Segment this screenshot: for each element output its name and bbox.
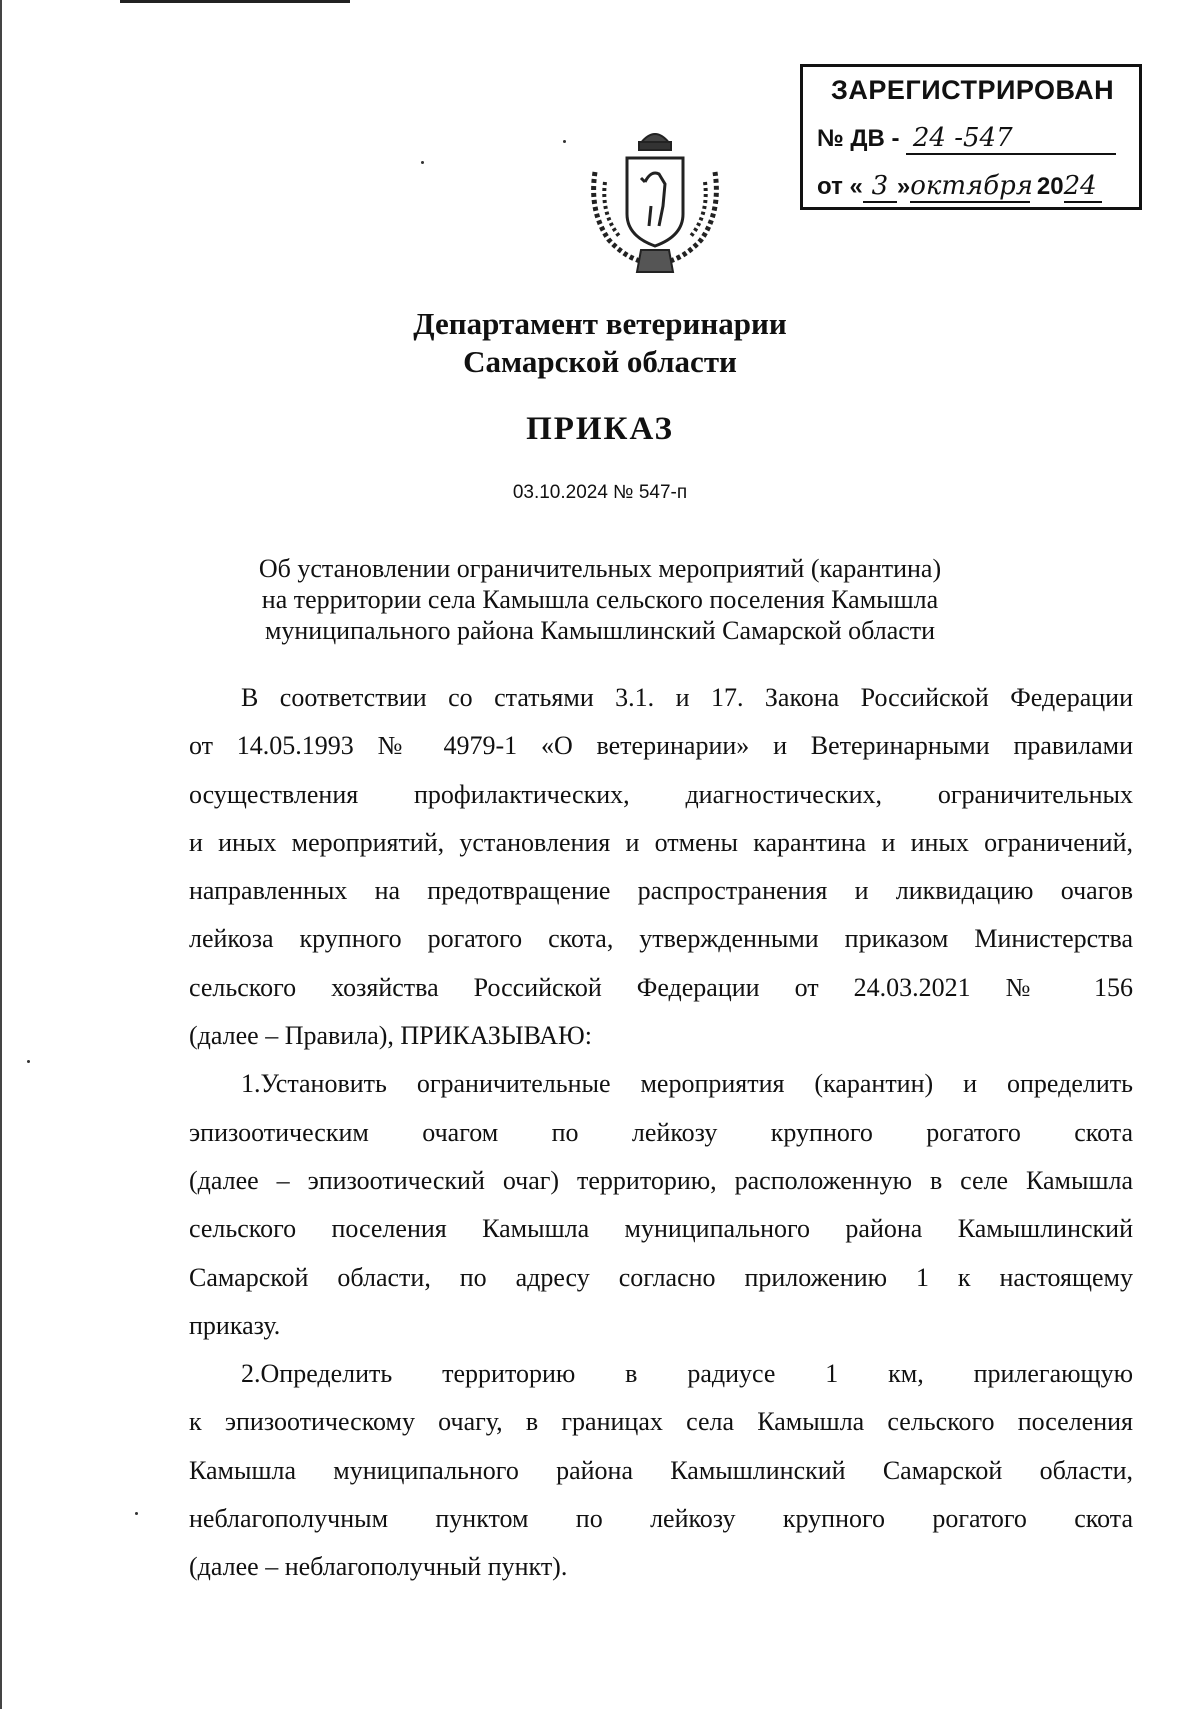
text-line: эпизоотическим очагом по лейкозу крупного рогатого скота <box>189 1117 1133 1147</box>
item-2-paragraph <box>189 1350 1133 1591</box>
text-line: Камышла муниципального района Камышлинский Самарской области, <box>189 1455 1133 1485</box>
stamp-date-month-field <box>910 171 1033 203</box>
stamp-date-year: 24 <box>1063 171 1097 201</box>
document-type: ПРИКАЗ <box>526 411 674 447</box>
text-line: неблагополучным пунктом по лейкозу крупного рогатого скота <box>189 1504 1133 1534</box>
scan-edge <box>120 0 350 3</box>
stamp-date-month: октября <box>910 171 1033 201</box>
department-line-1: Департамент ветеринарии <box>413 306 787 341</box>
text-line: лейкоза крупного рогатого скота, утвержденными приказом Министерства <box>189 924 1133 954</box>
text-line: 1.Установить ограничительные мероприятия (карантин) и определить <box>241 1069 1133 1099</box>
text-line: от 14.05.1993 № 4979-1 «О ветеринарии» и Ветеринарными правилами <box>189 731 1133 761</box>
stamp-number-label: № ДВ - <box>817 125 900 152</box>
scan-speck <box>135 1512 138 1515</box>
text-line: В соответствии со статьями 3.1. и 17. Закона Российской Федерации <box>241 683 1133 712</box>
registration-stamp <box>800 64 1142 210</box>
text-line: 2.Определить территорию в радиусе 1 км, прилегающую <box>241 1359 1133 1389</box>
text-line: и иных мероприятий, установления и отмены карантина и иных ограничений, <box>189 827 1133 857</box>
scan-edge <box>0 0 2 1709</box>
stamp-date-prefix: от « <box>817 173 863 200</box>
text-line: (далее – Правила), ПРИКАЗЫВАЮ: <box>189 1021 592 1051</box>
intro-paragraph <box>189 674 1133 1060</box>
text-line: (далее – эпизоотический очаг) территорию, расположенную в селе Камышла <box>189 1165 1133 1195</box>
text-line: направленных на предотвращение распространения и ликвидацию очагов <box>189 876 1133 906</box>
stamp-date-day-field <box>863 171 897 203</box>
department-line-2: Самарской области <box>463 344 737 379</box>
stamp-title: ЗАРЕГИСТРИРОВАН <box>831 75 1115 105</box>
text-line: Самарской области, по адресу согласно приложению 1 к настоящему <box>189 1262 1133 1292</box>
stamp-date-year-prefix: 20 <box>1036 173 1064 200</box>
stamp-number-handwritten: 24 -547 <box>912 123 1013 153</box>
subject-line-3: муниципального района Камышлинский Самарской области <box>264 616 936 645</box>
subject-line-1: Об установлении ограничительных мероприятий (карантина) <box>258 554 942 583</box>
coat-of-arms-icon <box>585 122 725 274</box>
text-line: (далее – неблагополучный пункт). <box>189 1552 568 1582</box>
scan-speck <box>563 140 566 143</box>
text-line: приказу. <box>189 1310 281 1340</box>
text-line: сельского поселения Камышла муниципального района Камышлинский <box>189 1214 1133 1244</box>
scan-speck <box>421 161 424 164</box>
text-line: сельского хозяйства Российской Федерации от 24.03.2021 № 156 <box>189 972 1133 1002</box>
stamp-date-line <box>817 171 1102 203</box>
text-line: осуществления профилактических, диагностических, ограничительных <box>189 779 1133 809</box>
stamp-date-mid: » <box>896 173 911 200</box>
document-body <box>189 674 1133 1592</box>
document-date-number: 03.10.2024 № 547-п <box>512 482 688 503</box>
department-name <box>0 305 1200 381</box>
stamp-date-day: 3 <box>871 171 889 201</box>
scan-speck <box>27 1060 30 1063</box>
stamp-number-field <box>906 123 1116 155</box>
item-1-paragraph <box>189 1060 1133 1350</box>
text-line: к эпизоотическому очагу, в границах села Камышла сельского поселения <box>189 1407 1133 1437</box>
subject-line-2: на территории села Камышла сельского поселения Камышла <box>261 585 939 614</box>
stamp-number-line <box>817 123 1116 155</box>
document-subject <box>0 553 1200 646</box>
stamp-date-year-field <box>1064 171 1102 203</box>
